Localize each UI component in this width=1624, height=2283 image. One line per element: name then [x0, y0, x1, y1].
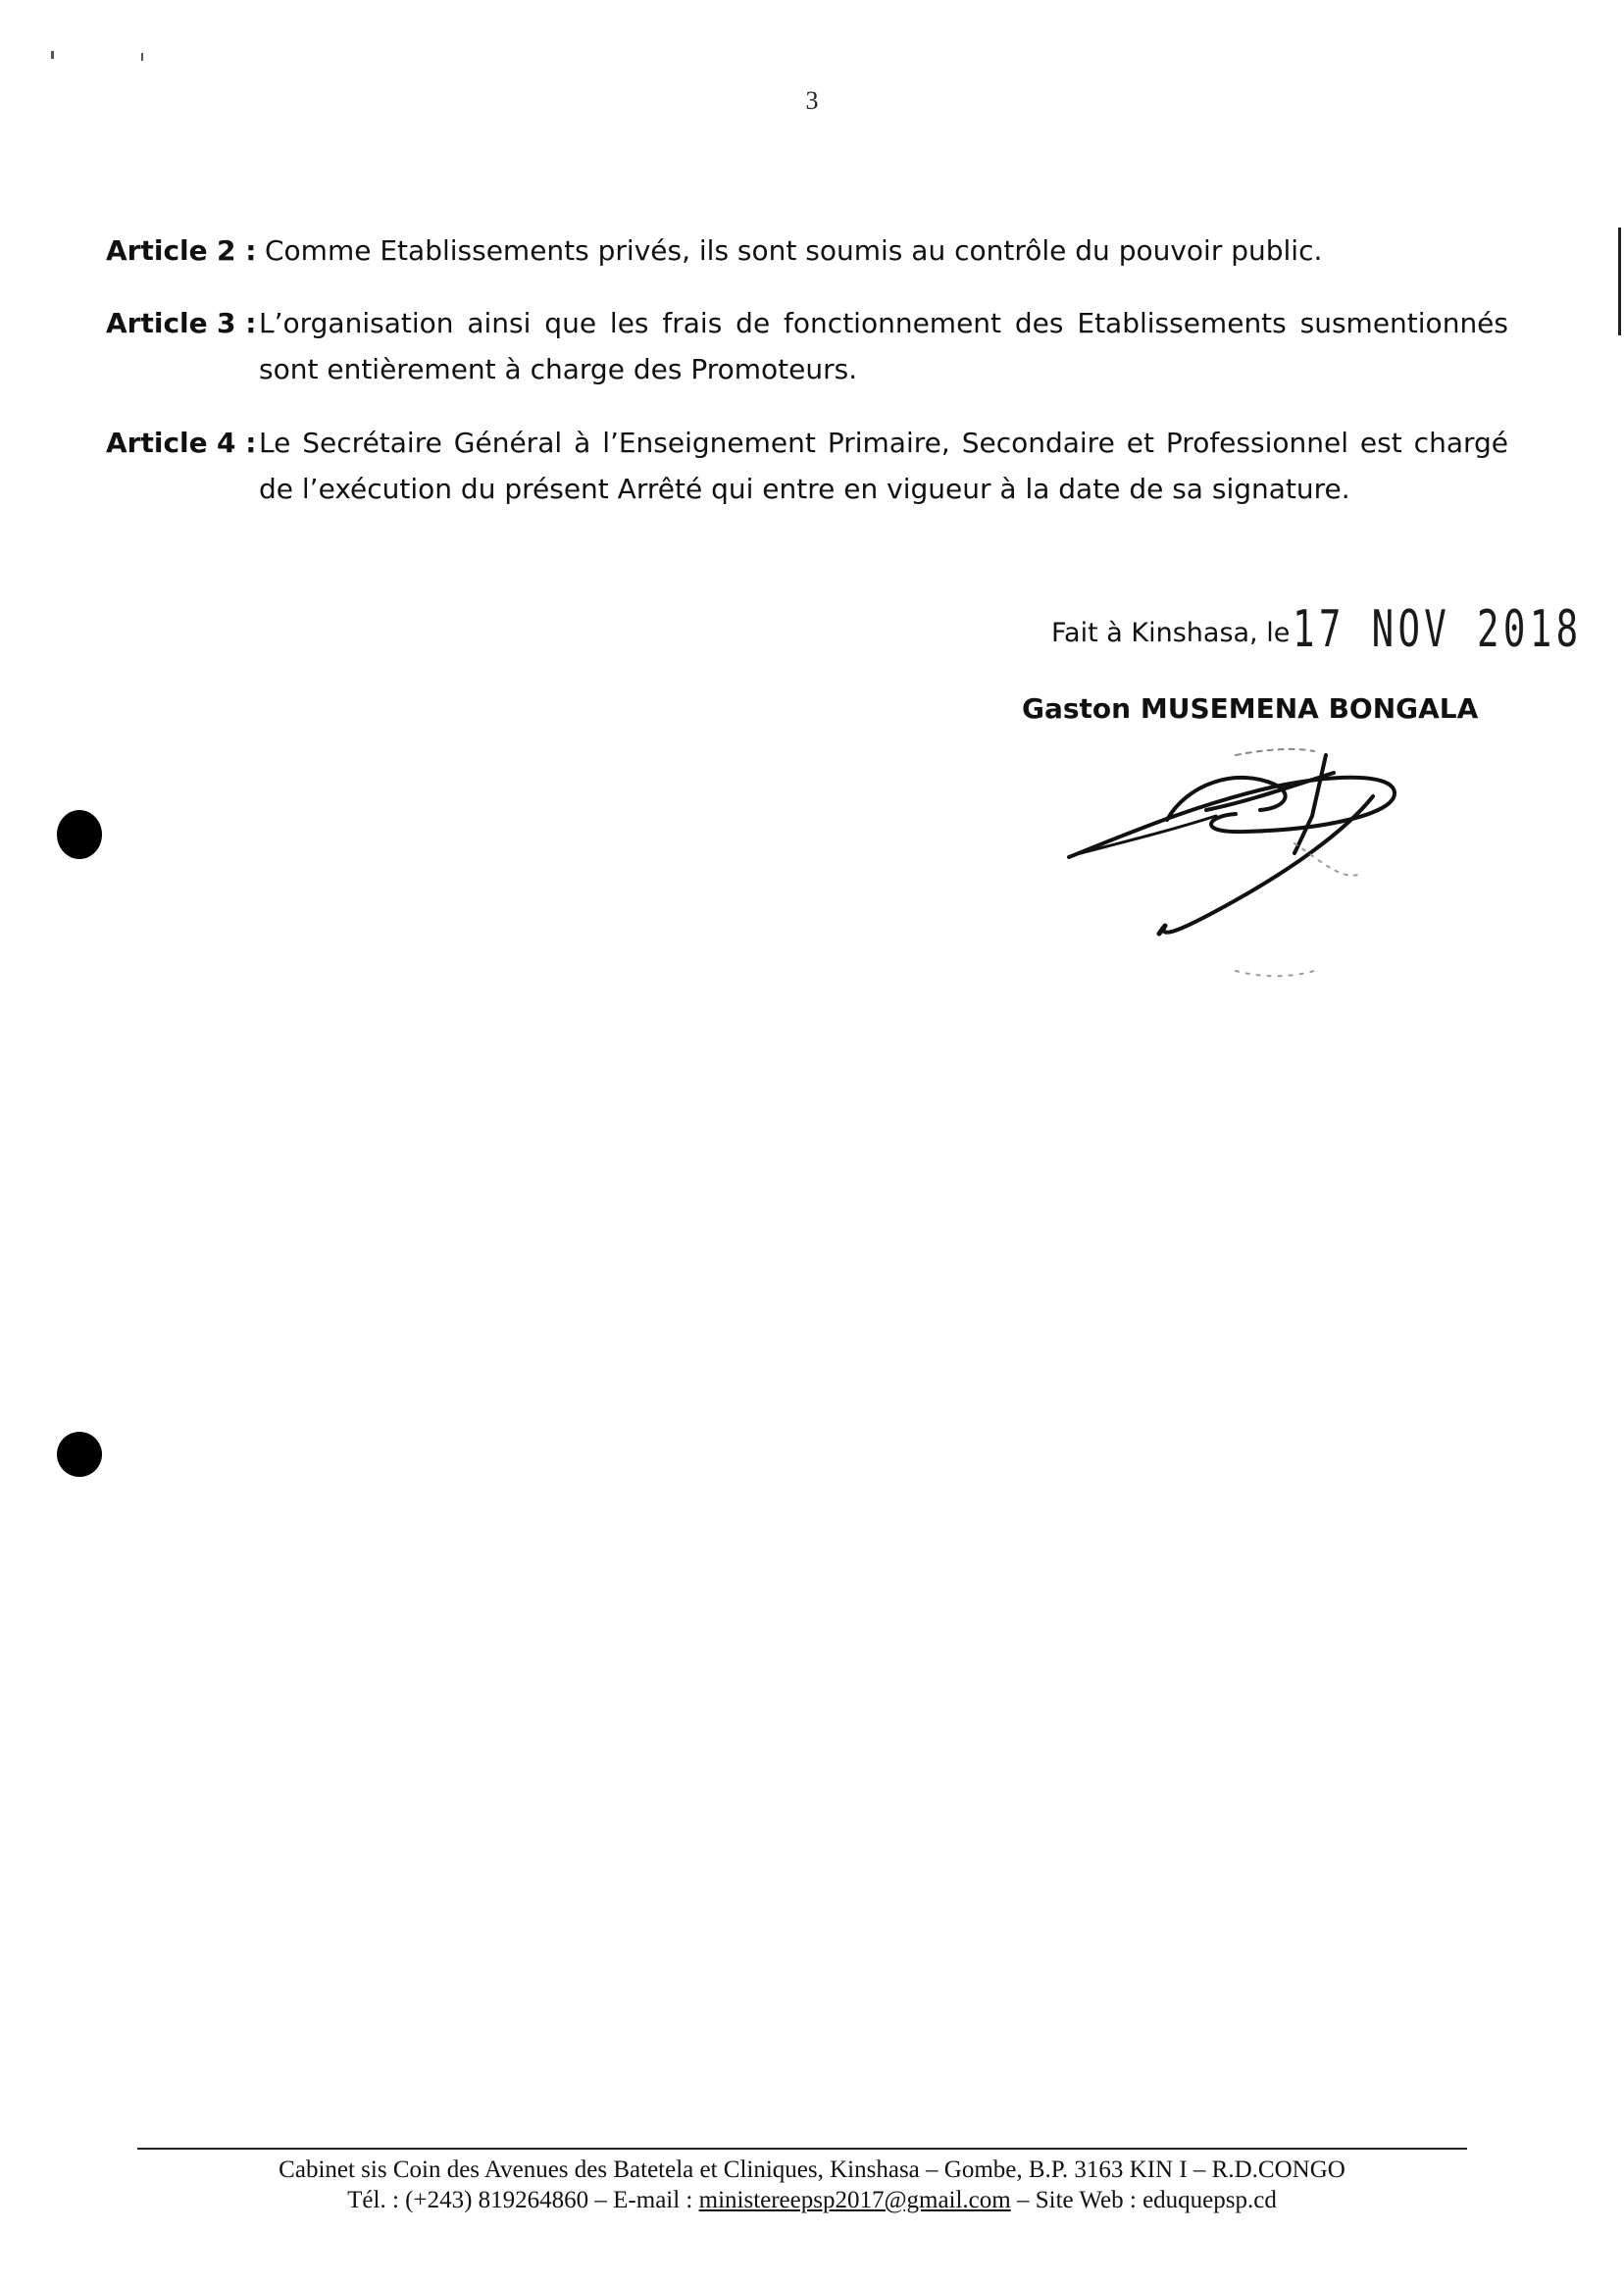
footer-site-prefix: – Site Web : — [1010, 2187, 1143, 2213]
footer-rule — [137, 2148, 1467, 2150]
article-label: Article — [106, 427, 208, 459]
scan-speck — [51, 51, 54, 59]
punch-hole — [57, 1432, 102, 1477]
footer-site[interactable]: eduquepsp.cd — [1142, 2187, 1277, 2213]
article-text: Le Secrétaire Général à l’Enseignement Primaire, Secondaire et Professionnel est chargé de l’exécution du présent Arrêté qui entre en vigueur à la date de sa signature. — [259, 427, 1508, 505]
place-date-prefix: Fait à Kinshasa, le — [1051, 618, 1291, 648]
handwritten-signature — [1049, 726, 1442, 990]
signer-name: Gaston MUSEMENA BONGALA — [1022, 692, 1479, 725]
article-2 — [106, 228, 1508, 274]
page-number: 3 — [805, 86, 819, 115]
footer-address: Cabinet sis Coin des Avenues des Batetela et Cliniques, Kinshasa – Gombe, B.P. 3163 KIN I – R.D.CONGO — [279, 2156, 1345, 2183]
article-4 — [106, 420, 1508, 512]
article-number: 4 : — [217, 427, 257, 459]
footer-email-link[interactable]: ministereepsp2017@gmail.com — [698, 2187, 1011, 2213]
article-label: Article — [106, 307, 208, 339]
article-text: Comme Etablissements privés, ils sont soumis au contrôle du pouvoir public. — [265, 234, 1323, 267]
scan-speck — [141, 53, 143, 61]
footer-contact — [0, 2185, 1624, 2215]
footer-tel: Tél. : (+243) 819264860 – E-mail : — [347, 2187, 699, 2213]
article-label: Article — [106, 234, 208, 267]
article-text: L’organisation ainsi que les frais de fonctionnement des Etablissements susmentionnés sont entièrement à charge des Promoteurs. — [259, 307, 1508, 385]
date-stamp: 17 NOV 2018 — [1293, 600, 1583, 659]
article-3 — [106, 300, 1508, 392]
article-number: 3 : — [217, 307, 257, 339]
scan-edge-mark — [1618, 228, 1621, 335]
footer — [0, 2155, 1624, 2215]
punch-hole — [57, 810, 102, 859]
article-number: 2 : — [217, 234, 257, 267]
